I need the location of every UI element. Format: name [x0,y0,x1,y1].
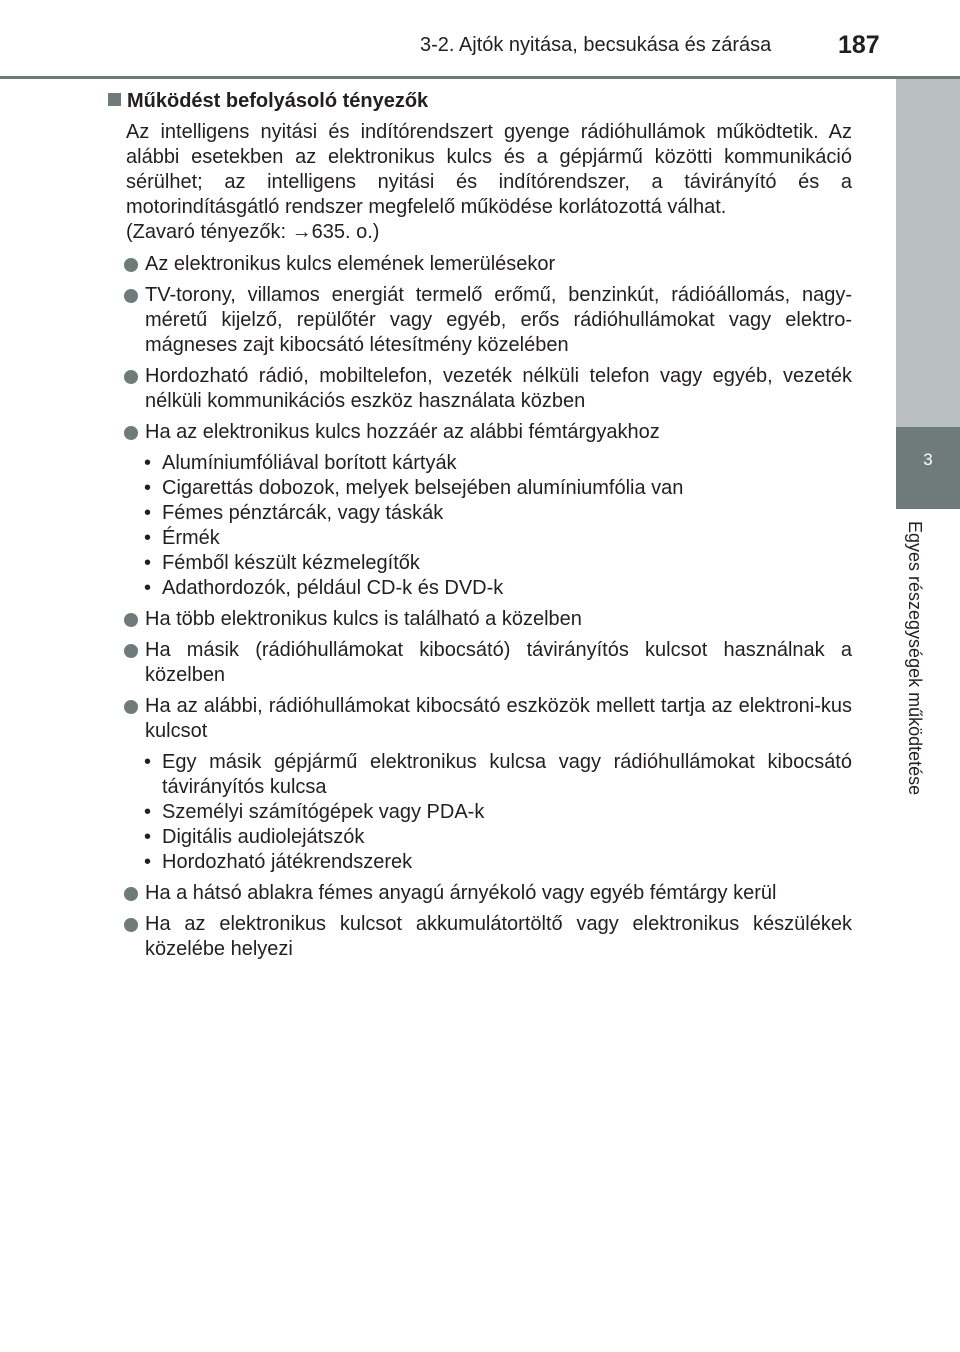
sub-list-item [126,750,852,800]
sub-list-item-text: Alumíniumfóliával borított kártyák [162,452,457,474]
sub-list-item-text: Személyi számítógépek vagy PDA-k [162,801,485,823]
sub-list-item [126,551,852,576]
bullet-icon: • [144,477,152,499]
bullet-dot-icon [124,887,138,901]
sub-list-item-text: Fémes pénztárcák, vagy táskák [162,502,444,524]
sub-list-item-text: Cigarettás dobozok, melyek belsejében alumíniumfólia van [162,477,684,499]
bullet-dot-icon [124,700,138,714]
sub-list-item [126,825,852,850]
bullet-icon: • [144,527,152,549]
chapter-number: 3 [923,450,933,469]
section-heading-text: Működést befolyásoló tényezők [127,90,429,112]
bullet-icon: • [144,552,152,574]
bullet-dot-icon [124,426,138,440]
intro-paragraph [126,120,852,245]
factor-item-text: TV-torony, villamos energiát termelő erőmű, benzinkút, rádióállomás, nagy-méretű kijelző, repülőtér vagy egyéb, erős rádióhullámokat vagy elektro-mágneses zajt kibocsátó létesítmény közelében [145,284,852,356]
chapter-title-vertical: Egyes részegységek működtetése [905,521,925,796]
intro-line: alábbi esetekben az elektronikus kulcs és a gépjármű közötti kommunikáció [126,146,852,168]
section-heading [108,90,428,113]
bullet-dot-icon [124,918,138,932]
factor-item [126,694,852,875]
sub-list-item-text: Egy másik gépjármű elektronikus kulcsa vagy rádióhullámokat kibocsátó távirányítós kulcsa [162,751,852,798]
bullet-icon: • [144,502,152,524]
side-tab-background [896,79,960,427]
factor-item-text: Ha a hátsó ablakra fémes anyagú árnyékoló vagy egyéb fémtárgy kerül [145,882,777,904]
sub-list-item [126,451,852,476]
factor-item [126,283,852,358]
factor-item-text: Ha az elektronikus kulcsot akkumulátortöltő vagy elektronikus készülékek közelébe helyezi [145,913,852,960]
factor-item [126,912,852,962]
sub-list-item-text: Hordozható játékrendszerek [162,851,413,873]
sub-list-item-text: Digitális audiolejátszók [162,826,365,848]
bullet-dot-icon [124,370,138,384]
intro-line: sérülhet; az intelligens nyitási és indítórendszer, a távirányító és a [126,171,852,193]
header-rule [0,76,960,79]
factor-item-text: Ha másik (rádióhullámokat kibocsátó) távirányítós kulcsot használnak a közelben [145,639,852,686]
intro-line: motorindításgátló rendszer megfelelő működése korlátozottá válhat. [126,196,727,218]
factor-item [126,607,852,632]
sub-list-item [126,526,852,551]
factor-item [126,638,852,688]
sub-list-item [126,576,852,601]
sub-list [126,451,852,601]
sub-list-item [126,800,852,825]
bullet-icon: • [144,851,152,873]
heading-square-icon [108,93,121,106]
intro-line: Az intelligens nyitási és indítórendszert gyenge rádióhullámok működtetik. Az [126,121,852,143]
bullet-icon: • [144,801,152,823]
factor-list [126,252,852,962]
factor-item-text: Ha több elektronikus kulcs is található a közelben [145,608,582,630]
sub-list-item-text: Fémből készült kézmelegítők [162,552,420,574]
sub-list-item [126,501,852,526]
bullet-dot-icon [124,258,138,272]
intro-line: (Zavaró tényezők: →635. o.) [126,221,380,243]
bullet-icon: • [144,577,152,599]
factor-item-text: Ha az elektronikus kulcs hozzáér az alábbi fémtárgyakhoz [145,421,660,443]
bullet-dot-icon [124,289,138,303]
bullet-icon: • [144,452,152,474]
bullet-dot-icon [124,644,138,658]
bullet-icon: • [144,751,152,773]
running-header-title: 3-2. Ajtók nyitása, becsukása és zárása [420,34,772,56]
factor-item [126,881,852,906]
sub-list-item [126,850,852,875]
sub-list-item-text: Adathordozók, például CD-k és DVD-k [162,577,504,599]
factor-item-text: Ha az alábbi, rádióhullámokat kibocsátó eszközök mellett tartja az elektroni-kus kulcsot [145,695,852,742]
page-number: 187 [838,31,880,59]
section-body [126,120,852,962]
factor-item [126,364,852,414]
sub-list [126,750,852,875]
bullet-dot-icon [124,613,138,627]
factor-item [126,420,852,601]
bullet-icon: • [144,826,152,848]
factor-item-text: Az elektronikus kulcs elemének lemerülésekor [145,253,556,275]
sub-list-item [126,476,852,501]
factor-item-text: Hordozható rádió, mobiltelefon, vezeték nélküli telefon vagy egyéb, vezeték nélküli kommunikációs eszköz használata közben [145,365,852,412]
factor-item [126,252,852,277]
sub-list-item-text: Érmék [162,527,220,549]
